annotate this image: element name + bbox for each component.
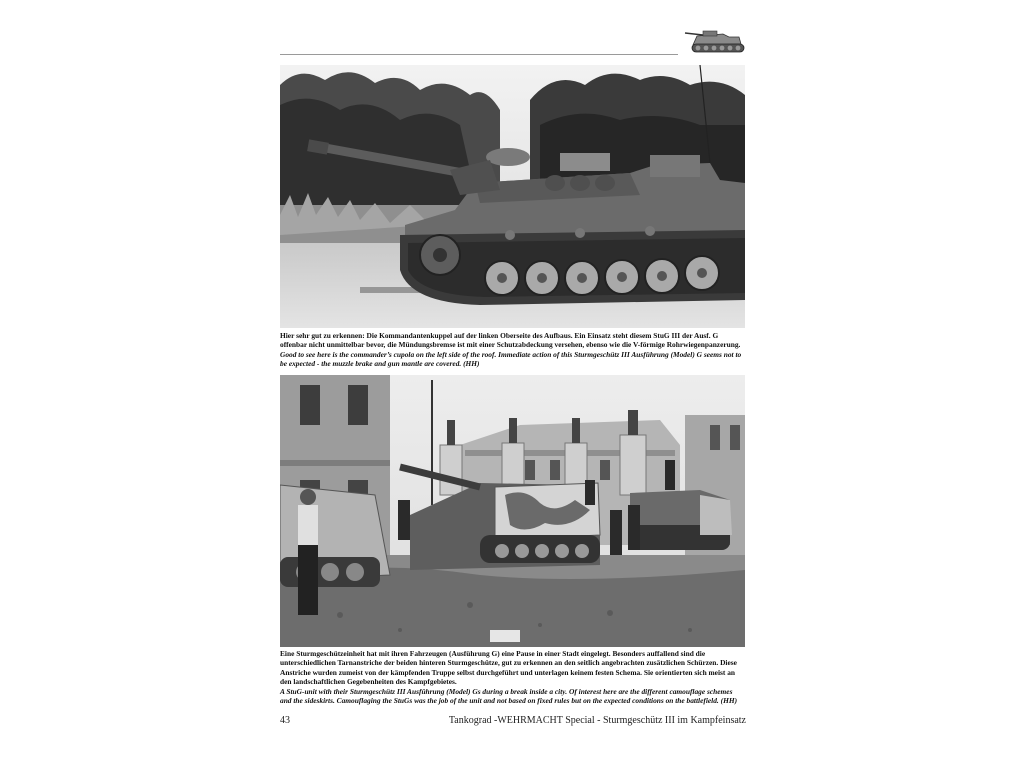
caption-top-english: Good to see here is the commander’s cupola on the left side of the roof. Immediate action of this Sturmgeschütz III Ausführung (Model) G seems not to be expected - the muzzle brake and gun mantle are covered. (HH)	[280, 349, 742, 369]
caption-top-german: Hier sehr gut zu erkennen: Die Kommandantenkuppel auf der linken Oberseite des Aufbaus. Ein Einsatz steht diesem StuG III der Ausf. G offenbar nicht unmittelbar bevor, die Mündungsbremse ist mit einer Schutzabdeckung versehen, ebenso wie die V-förmige Rohrwiegenpanzerung.	[280, 331, 741, 350]
caption-top	[280, 331, 745, 369]
caption-bottom	[280, 649, 745, 705]
running-footer-title: Tankograd -WEHRMACHT Special - Sturmgeschütz III im Kampfeinsatz	[448, 715, 746, 726]
tank-logo-icon	[683, 22, 747, 56]
header-rule	[280, 54, 678, 55]
photo-stug-unit-in-city	[280, 375, 745, 647]
page-number: 43	[280, 715, 290, 726]
caption-bottom-german: Eine Sturmgeschützeinheit hat mit ihren Fahrzeugen (Ausführung G) eine Pause in einer Stadt eingelegt. Besonders auffallend sind die unterschiedlichen Tarnanstriche der beiden hinteren Sturmgeschütze, gut zu erkennen an den seitlich angebrachten zusätzlichen Schürzen. Diese Anstriche wurden zumeist von der kämpfenden Truppe selbst durchgeführt und unterlagen keinem festen Schema. Sie orientierten sich meist an den landschaftlichen Gegebenheiten des Kampfgebietes.	[280, 649, 737, 687]
caption-bottom-english: A StuG-unit with their Sturmgeschütz III Ausführung (Model) Gs during a break inside a city. Of interest here are the different camouflage schemes and the sideskirts. Camouflaging the StuGs was the job of the unit and not based on fixed rules but on the expected conditions on the battlefield. (HH)	[280, 686, 738, 706]
photo-stug-side-view	[280, 65, 745, 328]
